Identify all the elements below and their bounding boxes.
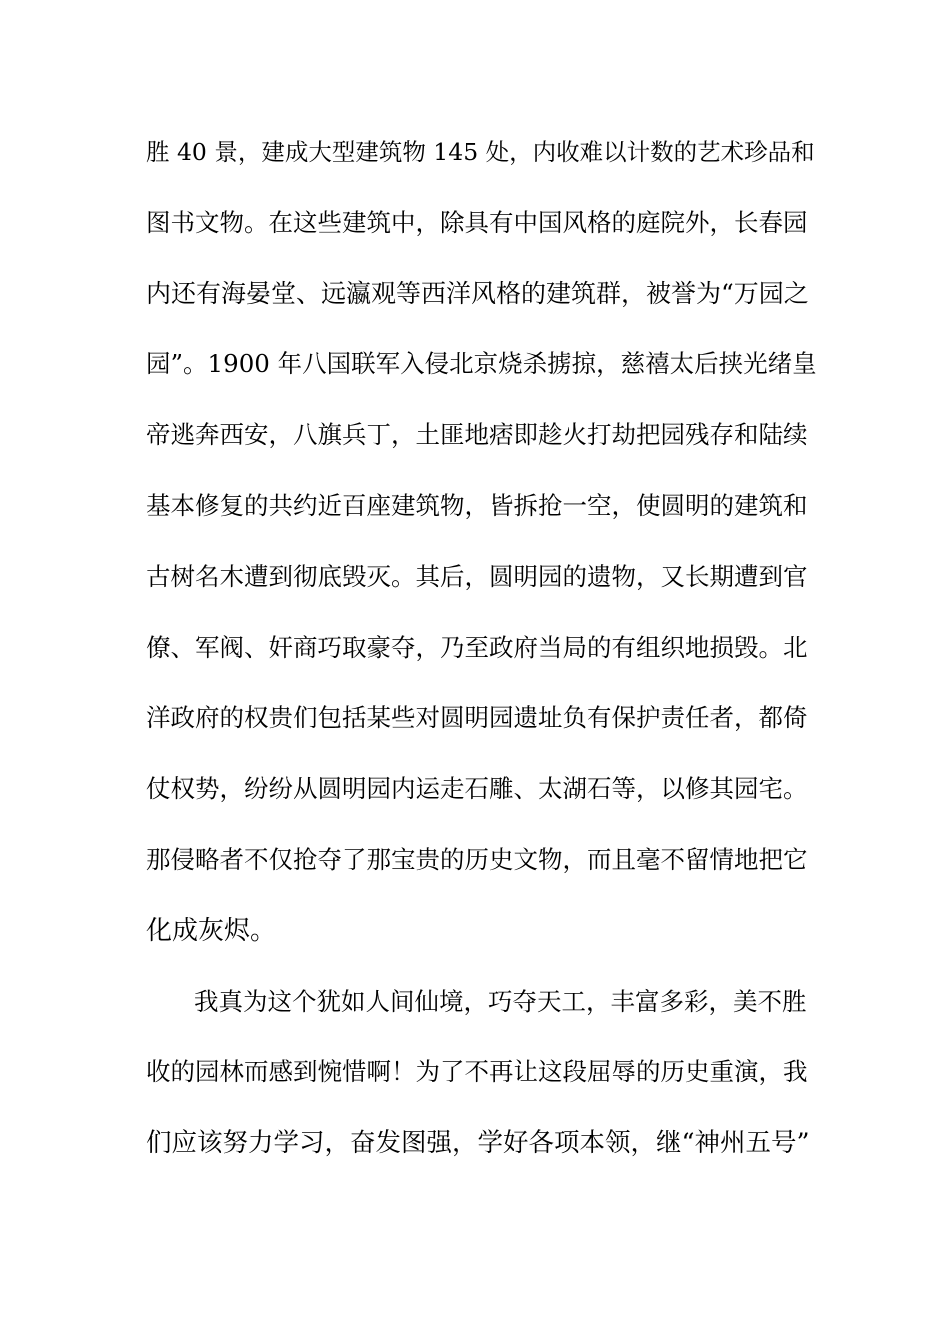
text-line: 们应该努力学习，奋发图强，学好各项本领，继“神州五号” (146, 1128, 810, 1159)
text-line: 收的园林而感到惋惜啊！为了不再让这段屈辱的历史重演，我 (146, 1057, 808, 1087)
text-line: 基本修复的共约近百座建筑物，皆拆抢一空，使圆明的建筑和 (146, 490, 808, 520)
text-line: 化成灰烬。 (146, 915, 277, 946)
text-line: 古树名木遭到彻底毁灭。其后，圆明园的遗物，又长期遭到官 (146, 561, 808, 591)
text-line: 园”。1900 年八国联军入侵北京烧杀掳掠，慈禧太后挟光绪皇 (146, 349, 817, 379)
text-line: 内还有海晏堂、远瀛观等西洋风格的建筑群，被誉为“万园之 (146, 278, 809, 308)
text-line: 仗权势，纷纷从圆明园内运走石雕、太湖石等，以修其园宅。 (146, 774, 808, 804)
body-text (146, 128, 816, 1190)
text-line: 洋政府的权贵们包括某些对圆明园遗址负有保护责任者，都倚 (146, 703, 808, 733)
text-line: 帝逃奔西安，八旗兵丁，土匪地痞即趁火打劫把园残存和陆续 (146, 420, 808, 450)
text-line: 那侵略者不仅抢夺了那宝贵的历史文物，而且毫不留情地把它 (146, 844, 808, 874)
text-line: 胜 40 景，建成大型建筑物 145 处，内收难以计数的艺术珍品和 (146, 138, 815, 166)
text-line: 僚、军阀、奸商巧取豪夺，乃至政府当局的有组织地损毁。北 (146, 632, 808, 662)
text-line: 图书文物。在这些建筑中，除具有中国风格的庭院外，长春园 (146, 207, 808, 237)
paragraph-first-line: 我真为这个犹如人间仙境，巧夺天工，丰富多彩，美不胜 (194, 986, 807, 1016)
